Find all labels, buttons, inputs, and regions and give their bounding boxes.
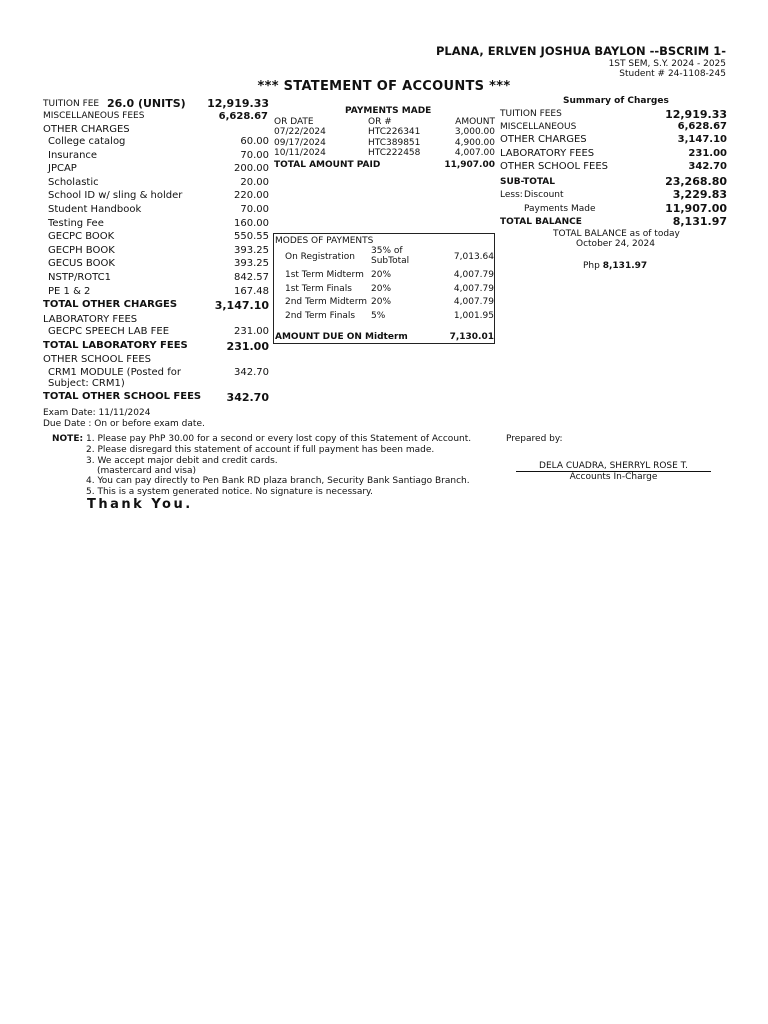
mode-percent-basis: SubTotal bbox=[371, 256, 410, 266]
summary-tuition-amount: 12,919.33 bbox=[665, 108, 727, 121]
preparer-name: DELA CUADRA, SHERRYL ROSE T. bbox=[539, 461, 688, 471]
payments-total-label: TOTAL AMOUNT PAID bbox=[274, 160, 381, 170]
payments-total-amount: 11,907.00 bbox=[444, 160, 495, 170]
other-charge-amount: 70.00 bbox=[240, 204, 269, 215]
summary-balance bbox=[500, 215, 727, 229]
other-charge-amount: 393.25 bbox=[234, 258, 269, 270]
summary-less-label: Less: bbox=[500, 190, 523, 200]
modes-heading: MODES OF PAYMENTS bbox=[275, 236, 374, 246]
mode-amount: 4,007.79 bbox=[453, 270, 494, 280]
other-charge-label: School ID w/ sling & holder bbox=[48, 190, 183, 202]
other-charge-label: Student Handbook bbox=[48, 204, 142, 215]
mode-label: 1st Term Midterm bbox=[285, 270, 364, 280]
other-charge-row bbox=[43, 286, 269, 300]
note-line: 5. This is a system generated notice. No signature is necessary. bbox=[86, 487, 373, 497]
tuition-units: 26.0 (UNITS) bbox=[107, 97, 186, 110]
payment-date: 10/11/2024 bbox=[274, 148, 326, 158]
mode-percent: 5% bbox=[371, 311, 386, 321]
mode-amount: 4,007.79 bbox=[453, 284, 494, 294]
other-charge-row bbox=[43, 245, 269, 259]
preparer-role: Accounts In-Charge bbox=[569, 472, 658, 482]
other-school-fees-heading bbox=[43, 354, 269, 368]
other-charge-label: Insurance bbox=[48, 149, 98, 161]
summary-school-amount: 342.70 bbox=[688, 161, 727, 172]
semester: 1ST SEM, S.Y. 2024 - 2025 bbox=[608, 59, 726, 69]
payment-or-number: HTC226341 bbox=[368, 127, 421, 137]
other-charge-row bbox=[43, 258, 269, 272]
other-charge-label: Testing Fee bbox=[48, 217, 104, 229]
other-charge-label: GECPH BOOK bbox=[48, 244, 115, 256]
summary-payments bbox=[500, 202, 727, 216]
total-other-school-fees-label: TOTAL OTHER SCHOOL FEES bbox=[43, 391, 202, 402]
summary-misc bbox=[500, 121, 727, 135]
payment-amount: 3,000.00 bbox=[454, 127, 495, 137]
payment-amount: 4,007.00 bbox=[454, 148, 495, 158]
summary-discount-label: Discount bbox=[524, 190, 564, 200]
other-charge-row bbox=[43, 231, 269, 245]
misc-amount: 6,628.67 bbox=[218, 111, 268, 122]
other-charge-row bbox=[43, 272, 269, 286]
amount-due-label: AMOUNT DUE ON Midterm bbox=[275, 332, 408, 342]
note-line: 1. Please pay PhP 30.00 for a second or every lost copy of this Statement of Account. bbox=[86, 434, 472, 444]
summary-other-label: OTHER CHARGES bbox=[500, 134, 587, 145]
summary-discount-amount: 3,229.83 bbox=[672, 188, 727, 201]
other-charge-row bbox=[43, 218, 269, 232]
mode-percent: 20% bbox=[371, 270, 392, 280]
mode-label: 2nd Term Finals bbox=[285, 311, 356, 321]
payments-col-amount: AMOUNT bbox=[455, 117, 495, 127]
misc-row bbox=[43, 111, 269, 125]
php-balance bbox=[583, 261, 647, 271]
mode-percent: 20% bbox=[371, 284, 392, 294]
page-title: *** STATEMENT OF ACCOUNTS *** bbox=[257, 79, 511, 94]
other-charge-amount: 393.25 bbox=[234, 244, 269, 256]
other-charge-amount: 220.00 bbox=[234, 190, 269, 202]
other-school-fee-item-cont bbox=[43, 378, 269, 392]
total-lab-fees-label: TOTAL LABORATORY FEES bbox=[43, 340, 188, 351]
other-charge-label: Scholastic bbox=[48, 176, 99, 188]
summary-heading: Summary of Charges bbox=[563, 96, 669, 106]
balance-asof-label: TOTAL BALANCE as of today bbox=[553, 229, 680, 239]
summary-subtotal-amount: 23,268.80 bbox=[665, 175, 727, 188]
lab-fee-item bbox=[43, 326, 269, 340]
student-name: PLANA, ERLVEN JOSHUA BAYLON --BSCRIM 1- bbox=[435, 44, 726, 58]
note-line: (mastercard and visa) bbox=[97, 466, 196, 476]
other-charge-label: NSTP/ROTC1 bbox=[48, 272, 112, 283]
total-lab-fees-amount: 231.00 bbox=[226, 340, 269, 353]
other-charge-row bbox=[43, 136, 269, 150]
total-other-charges-row bbox=[43, 299, 269, 313]
payment-date: 09/17/2024 bbox=[274, 137, 326, 148]
other-charges-heading-text: OTHER CHARGES bbox=[43, 124, 130, 135]
total-other-charges-label: TOTAL OTHER CHARGES bbox=[43, 299, 178, 310]
mode-amount: 1,001.95 bbox=[453, 311, 494, 321]
payment-amount: 4,900.00 bbox=[454, 137, 495, 148]
other-charge-row bbox=[43, 177, 269, 191]
other-charge-amount: 200.00 bbox=[234, 163, 269, 175]
other-school-fee-label-2: Subject: CRM1) bbox=[48, 378, 125, 389]
summary-subtotal-label: SUB-TOTAL bbox=[500, 177, 555, 187]
summary-tuition-label: TUITION FEES bbox=[500, 109, 562, 119]
total-other-charges-amount: 3,147.10 bbox=[214, 299, 269, 312]
payments-col-or: OR # bbox=[368, 117, 392, 127]
other-charge-label: GECUS BOOK bbox=[48, 258, 115, 270]
payments-col-date: OR DATE bbox=[274, 117, 314, 127]
payment-or-number: HTC389851 bbox=[368, 137, 421, 148]
total-lab-fees-row bbox=[43, 340, 269, 354]
other-charge-row bbox=[43, 163, 269, 177]
summary-payments-label: Payments Made bbox=[524, 204, 596, 214]
payment-date: 07/22/2024 bbox=[274, 127, 326, 137]
lab-fees-heading-text: LABORATORY FEES bbox=[43, 314, 138, 325]
note-line: 3. We accept major debit and credit cards. bbox=[86, 456, 278, 466]
other-charge-row bbox=[43, 190, 269, 204]
other-charge-amount: 70.00 bbox=[240, 149, 269, 161]
other-charge-amount: 167.48 bbox=[234, 285, 269, 297]
summary-misc-amount: 6,628.67 bbox=[677, 121, 727, 132]
payments-heading: PAYMENTS MADE bbox=[345, 106, 432, 116]
mode-percent: 20% bbox=[371, 297, 392, 307]
total-other-school-fees-row bbox=[43, 391, 269, 405]
other-charge-label: GECPC BOOK bbox=[48, 231, 115, 243]
summary-school bbox=[500, 161, 727, 175]
summary-other-amount: 3,147.10 bbox=[677, 134, 727, 145]
amount-due-value: 7,130.01 bbox=[449, 332, 494, 342]
student-number: Student # 24-1108-245 bbox=[619, 69, 726, 79]
other-school-fee-amount: 342.70 bbox=[234, 367, 269, 378]
summary-lab-label: LABORATORY FEES bbox=[500, 148, 595, 159]
summary-school-label: OTHER SCHOOL FEES bbox=[500, 161, 609, 172]
balance-asof-date: October 24, 2024 bbox=[576, 239, 655, 249]
prepared-by-label: Prepared by: bbox=[506, 434, 563, 444]
other-charge-row bbox=[43, 150, 269, 164]
other-charge-amount: 160.00 bbox=[234, 217, 269, 229]
summary-subtotal bbox=[500, 175, 727, 189]
summary-balance-label: TOTAL BALANCE bbox=[500, 217, 582, 227]
summary-balance-amount: 8,131.97 bbox=[672, 215, 727, 228]
tuition-row bbox=[43, 97, 269, 111]
total-other-school-fees-amount: 342.70 bbox=[226, 391, 269, 404]
other-charge-amount: 550.55 bbox=[234, 231, 269, 243]
summary-misc-label: MISCELLANEOUS bbox=[500, 122, 577, 132]
other-school-fee-label-1: CRM1 MODULE (Posted for bbox=[48, 367, 181, 378]
note-line: 4. You can pay directly to Pen Bank RD plaza branch, Security Bank Santiago Branch. bbox=[86, 476, 470, 486]
mode-amount: 4,007.79 bbox=[453, 297, 494, 307]
thank-you: Thank You. bbox=[87, 497, 193, 512]
mode-label: 2nd Term Midterm bbox=[285, 297, 368, 307]
other-charge-label: College catalog bbox=[48, 136, 126, 147]
summary-tuition bbox=[500, 108, 727, 122]
due-date: Due Date : On or before exam date. bbox=[43, 419, 205, 429]
other-charge-row bbox=[43, 204, 269, 218]
misc-label: MISCELLANEOUS FEES bbox=[43, 111, 145, 121]
php-amount: 8,131.97 bbox=[602, 261, 648, 271]
mode-amount: 7,013.64 bbox=[453, 252, 494, 262]
other-charge-amount: 60.00 bbox=[240, 136, 269, 147]
tuition-label: TUITION FEE bbox=[43, 99, 100, 109]
other-school-fees-heading-text: OTHER SCHOOL FEES bbox=[43, 354, 152, 365]
other-charge-label: PE 1 & 2 bbox=[48, 285, 91, 297]
mode-label: On Registration bbox=[285, 252, 355, 262]
payment-or-number: HTC222458 bbox=[368, 148, 421, 158]
summary-other bbox=[500, 134, 727, 148]
note-line: 2. Please disregard this statement of account if full payment has been made. bbox=[86, 445, 435, 455]
summary-discount bbox=[500, 188, 727, 202]
other-charge-amount: 20.00 bbox=[240, 176, 269, 188]
mode-percent: 35% of bbox=[371, 246, 403, 256]
tuition-amount: 12,919.33 bbox=[207, 97, 269, 110]
other-charge-label: JPCAP bbox=[48, 163, 77, 175]
mode-label: 1st Term Finals bbox=[285, 284, 352, 294]
summary-payments-amount: 11,907.00 bbox=[665, 202, 727, 215]
summary-lab-amount: 231.00 bbox=[688, 148, 727, 159]
lab-fee-amount: 231.00 bbox=[234, 326, 269, 337]
summary-lab bbox=[500, 148, 727, 162]
note-label: NOTE: bbox=[52, 434, 84, 444]
php-label: Php bbox=[583, 261, 600, 271]
exam-date: Exam Date: 11/11/2024 bbox=[43, 408, 151, 418]
lab-fee-label: GECPC SPEECH LAB FEE bbox=[48, 326, 170, 337]
other-charge-amount: 842.57 bbox=[234, 272, 269, 283]
